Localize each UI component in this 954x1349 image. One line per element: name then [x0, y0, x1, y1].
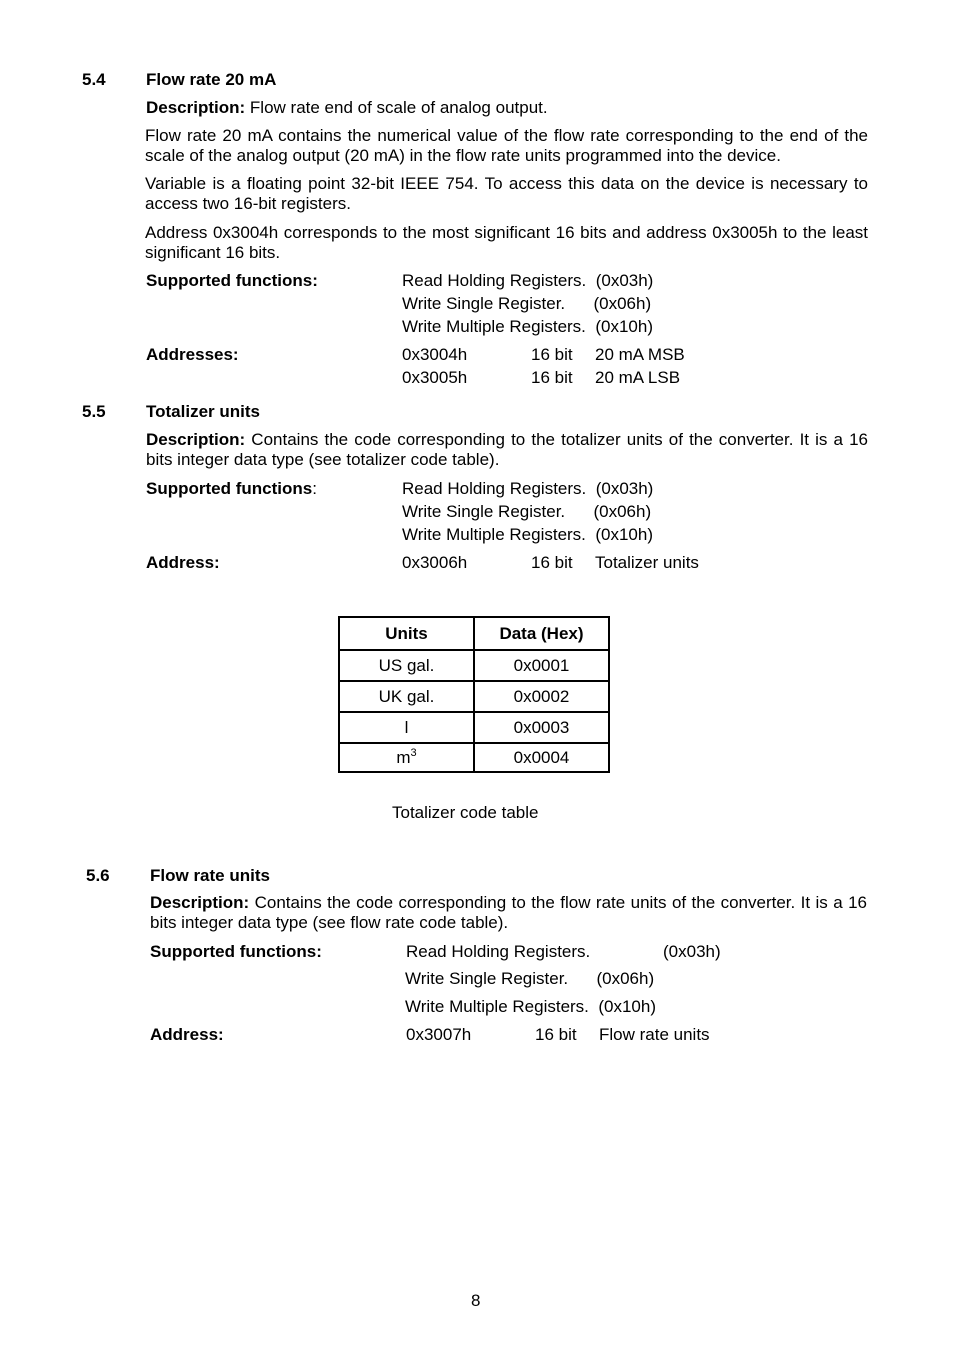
- table-row: [339, 743, 609, 772]
- address-description: 20 mA MSB: [595, 345, 685, 364]
- section-title: Totalizer units: [146, 402, 260, 421]
- table-cell: 0x0004: [474, 743, 609, 772]
- section-title: Flow rate 20 mA: [146, 70, 277, 89]
- function-item: Write Single Register. (0x06h): [405, 969, 655, 988]
- page-number: 8: [471, 1291, 481, 1310]
- table-cell: 0x0003: [474, 712, 609, 743]
- supported-functions-label: Supported functions:: [146, 271, 318, 290]
- address-bits: 16 bit: [531, 368, 573, 387]
- table-cell: US gal.: [339, 650, 474, 681]
- description-label: Description:: [146, 98, 246, 117]
- address-bits: 16 bit: [531, 345, 573, 364]
- supported-functions-label: Supported functions: [146, 479, 313, 498]
- description: [150, 893, 867, 933]
- function-item: Write Multiple Registers. (0x10h): [405, 997, 656, 1016]
- section-number: 5.6: [86, 866, 110, 885]
- table-caption: Totalizer code table: [392, 803, 539, 822]
- function-item: Write Multiple Registers. (0x10h): [402, 317, 653, 336]
- table-cell: [339, 743, 474, 772]
- function-item: Write Single Register. (0x06h): [402, 502, 652, 521]
- totalizer-code-table: [338, 616, 610, 773]
- superscript: 3: [410, 746, 417, 759]
- description: [146, 98, 548, 118]
- address-value: 0x3005h: [402, 368, 468, 387]
- description-text: Flow rate end of scale of analog output.: [245, 98, 548, 117]
- section-number: 5.5: [82, 402, 106, 421]
- table-row: [339, 712, 609, 743]
- addresses-label: Addresses:: [146, 345, 239, 364]
- column-header: Units: [339, 617, 474, 650]
- table-header-row: [339, 617, 609, 650]
- table-cell: 0x0002: [474, 681, 609, 712]
- address-label: Address:: [146, 553, 220, 572]
- address-value: 0x3004h: [402, 345, 468, 364]
- supported-functions-label: Supported functions:: [150, 942, 322, 961]
- description-text: Contains the code corresponding to the flow rate units of the converter. It is a 16 bits integer data type (see flow rate code table).: [150, 893, 867, 932]
- address-description: Flow rate units: [599, 1025, 710, 1044]
- paragraph: Address 0x3004h corresponds to the most significant 16 bits and address 0x3005h to the least significant 16 bits.: [145, 223, 868, 262]
- section-number: 5.4: [82, 70, 106, 89]
- function-item: Read Holding Registers. (0x03h): [402, 271, 654, 290]
- label-colon: :: [312, 479, 317, 498]
- table-row: [339, 681, 609, 712]
- description-text: Contains the code corresponding to the totalizer units of the converter. It is a 16 bits integer data type (see totalizer code table).: [146, 430, 868, 469]
- table-cell: 0x0001: [474, 650, 609, 681]
- table-cell: UK gal.: [339, 681, 474, 712]
- function-item: Write Single Register. (0x06h): [402, 294, 652, 313]
- table-row: [339, 650, 609, 681]
- function-item: Write Multiple Registers. (0x10h): [402, 525, 653, 544]
- description-label: Description:: [150, 893, 250, 912]
- address-description: Totalizer units: [595, 553, 699, 572]
- description-label: Description:: [146, 430, 246, 449]
- description: [146, 430, 868, 470]
- function-code: (0x03h): [663, 942, 721, 961]
- function-item: Read Holding Registers. (0x03h): [402, 479, 654, 498]
- function-item: Read Holding Registers.: [406, 942, 591, 961]
- supported-functions: [146, 479, 317, 499]
- unit-symbol: m: [396, 747, 411, 767]
- section-title: Flow rate units: [150, 866, 270, 885]
- address-bits: 16 bit: [535, 1025, 577, 1044]
- paragraph: Variable is a floating point 32-bit IEEE 754. To access this data on the device is necessary to access two 16-bit registers.: [145, 174, 868, 213]
- address-value: 0x3007h: [406, 1025, 472, 1044]
- table-cell: l: [339, 712, 474, 743]
- address-description: 20 mA LSB: [595, 368, 681, 387]
- address-label: Address:: [150, 1025, 224, 1044]
- address-bits: 16 bit: [531, 553, 573, 572]
- address-value: 0x3006h: [402, 553, 468, 572]
- column-header: Data (Hex): [474, 617, 609, 650]
- paragraph: Flow rate 20 mA contains the numerical value of the flow rate corresponding to the end of the scale of the analog output (20 mA) in the flow rate units programmed into the device.: [145, 126, 868, 165]
